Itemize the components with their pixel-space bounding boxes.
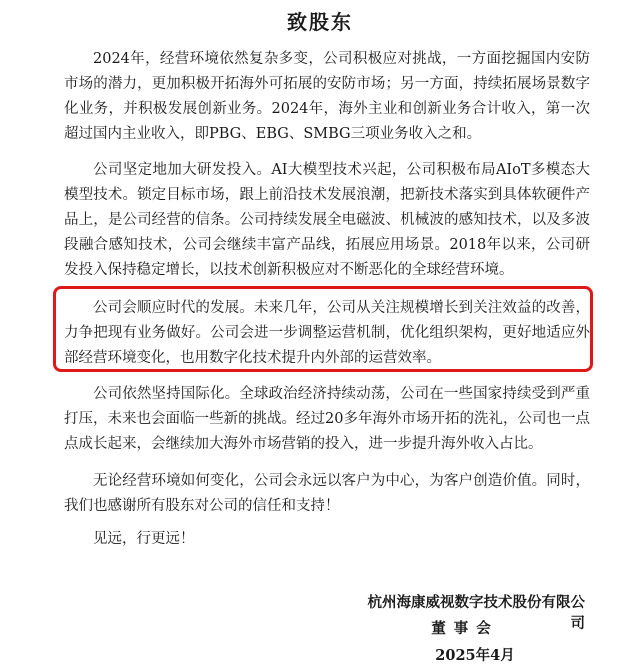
paragraph-3: 公司会顺应时代的发展。未来几年，公司从关注规模增长到关注效益的改善，力争把现有业务做好。公司会进一步调整运营机制，优化组织架构，更好地适应外部经营环境变化，也用数字化技术提升内外部的运营效率。 <box>64 300 590 366</box>
paragraph-4: 公司依然坚持国际化。全球政治经济持续动荡，公司在一些国家持续受到严重打压，未来也会面临一些新的挑战。经过20多年海外市场开拓的洗礼，公司也一点点成长起来，会继续加大海外市场营销的投入，进一步提升海外收入占比。 <box>64 386 590 452</box>
paragraph-6: 见远，行更远！ <box>93 531 195 547</box>
signature-date: 2025年4月 <box>435 647 515 664</box>
signature-board: 董事会 <box>431 620 499 637</box>
signature-company: 杭州海康威视数字技术股份有限公司 <box>367 594 585 632</box>
paragraph-2: 公司坚定地加大研发投入。AI大模型技术兴起，公司积极布局AIoT多模态大模型技术。锁定目标市场，跟上前沿技术发展浪潮，把新技术落实到具体软硬件产品上，是公司经营的信条。公司持续发展全电磁波、机械波的感知技术，以及多波段融合感知技术，公司会继续丰富产品线，拓展应用场景。2018年以来，公司研发投入保持稳定增长，以技术创新积极应对不断恶化的全球经营环境。 <box>64 162 590 278</box>
paragraph-5: 无论经营环境如何变化，公司会永远以客户为中心，为客户创造价值。同时，我们也感谢所有股东对公司的信任和支持！ <box>64 473 590 514</box>
paragraph-1: 2024年，经营环境依然复杂多变，公司积极应对挑战，一方面挖掘国内安防市场的潜力，更加积极开拓海外可拓展的安防市场；另一方面，持续拓展场景数字化业务，并积极发展创新业务。2024年，海外主业和创新业务合计收入，第一次超过国内主业收入，即PBG、EBG、SMBG三项业务收入之和。 <box>64 51 590 142</box>
document-title: 致股东 <box>287 10 353 34</box>
